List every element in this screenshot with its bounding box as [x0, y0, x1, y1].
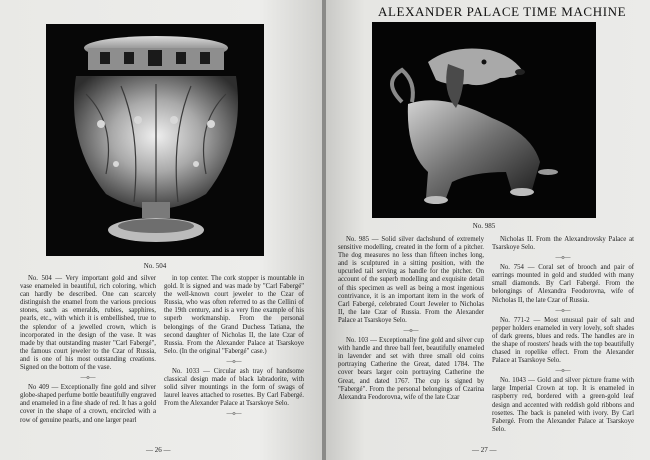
right-page-number: — 27 —: [472, 446, 497, 454]
item-754-text: No. 754 — Coral set of brooch and pair of earrings mounted in gold and studded with many small diamonds. By Carl Fabergé. From the belongings of Alexandra Feodorovna, wife of Nicholas II, the late Czar of Russia.: [492, 264, 634, 304]
item-103-text: No. 103 — Exceptionally fine gold and silver cup with handle and three ball feet, beautifully enameled in lavender and set with three small old coins portraying Catherine the Great, dated 1784. The cover bears larger coin portraying Catherine the Great, and dated 1767. The cup is signed by "Fabergé". From the personal belongings of Czarina Alexandra Feodorovna, wife of the late Czar: [338, 337, 484, 401]
left-page-number: — 26 —: [146, 446, 171, 454]
vase-photo: [46, 24, 264, 256]
dachshund-image: [372, 22, 596, 218]
item-1033-text: No. 1033 — Circular ash tray of handsome classical design made of black labradorite, with solid silver mountings in the form of swags of laurel leaves attached to rosettes. By Carl Fabergé. From the Alexander Palace at Tsarskoye Selo.: [164, 367, 304, 408]
separator: —o—: [403, 328, 419, 335]
right-column-2: [492, 236, 634, 437]
separator: —o—: [555, 368, 571, 375]
item-504-text: No. 504 — Very important gold and silver vase enameled in beautiful, rich coloring, which can hardly be described. One can scarcely distinguish the enamel from the various precious stones, such as emeralds, rubies, sapphires, pearls, etc., with which it is embellished, true to the splendor of a jewelled crown, which is incorporated in the design of the vase. It was made by that outstanding master "Carl Fabergé", the famous court jeweler to the Czar of Russia, and is one of his most outstanding creations. Signed on the bottom of the vase.: [20, 275, 156, 372]
item-409-continued-text: in top center. The cork stopper is mountable in gold. It is signed and was made by "Carl Fabergé" the well-known court jeweler to the Czar of Russia, who was often referred to as the Cellini of the 19th century, and is a very fine example of his superb workmanship. From the personal belongings of the Grand Duchess Tatiana, the second daughter of Nicholas II, the late Czar of Russia. From the Alexander Palace at Tsarskoye Selo. (In the original "Fabergé" case.): [164, 275, 304, 355]
right-column-1: [338, 236, 484, 405]
item-103-continued-text: Nicholas II. From the Alexandrovsky Palace at Tsarskoye Selo.: [492, 236, 634, 252]
separator: —o—: [226, 411, 242, 418]
left-column-1: [20, 275, 156, 428]
separator: —o—: [80, 375, 96, 382]
left-column-2: [164, 275, 304, 420]
left-photo-caption: No. 504: [143, 262, 167, 270]
item-771-2-text: No. 771-2 — Most unusual pair of salt and pepper holders enameled in very lovely, soft shades of dark greens, blues and reds. The handles are in the shape of roosters' heads with the top beautifully chased in ropelike effect. From the Alexander Palace at Tsarskoye Selo.: [492, 316, 634, 365]
left-page: [0, 0, 324, 460]
dachshund-photo: [372, 22, 596, 218]
item-1043-text: No. 1043 — Gold and silver picture frame with large Imperial Crown at top. It is enameled in raspberry red, bordered with a green-gold leaf design and accented with reddish gold ribbons and rosettes. The back is paneled with ivory. By Carl Fabergé. From the Alexander Palace at Tsarskoye Selo.: [492, 377, 634, 433]
item-409-text: No 409 — Exceptionally fine gold and silver globe-shaped perfume bottle beautifully engraved and enameled in a fine shade of red. It has a gold cover in the shape of a crown, encircled with a row of genuine pearls, and one larger pearl: [20, 384, 156, 424]
page-header-title: ALEXANDER PALACE TIME MACHINE: [378, 4, 627, 19]
vase-image: [46, 24, 264, 256]
right-photo-caption: No. 985: [472, 222, 496, 230]
right-page: [326, 0, 650, 460]
separator: —o—: [555, 255, 571, 262]
separator: —o—: [555, 307, 571, 314]
item-985-text: No. 985 — Solid silver dachshund of extremely sensitive modelling, created in the form of a pitcher. The dog measures no less than fifteen inches long, and is sculptured in a sitting position, with the upcurled tail serving as handle for the pitcher. On account of the superb modelling and exquisite detail of this specimen as well as being a most ingenious contrivance, it is an important item in the work of Carl Fabergé, celebrated Court Jeweler to Nicholas II, the late Czar of Russia. From the Alexander Palace at Tsarskoye Selo.: [338, 236, 484, 324]
separator: —o—: [226, 358, 242, 365]
